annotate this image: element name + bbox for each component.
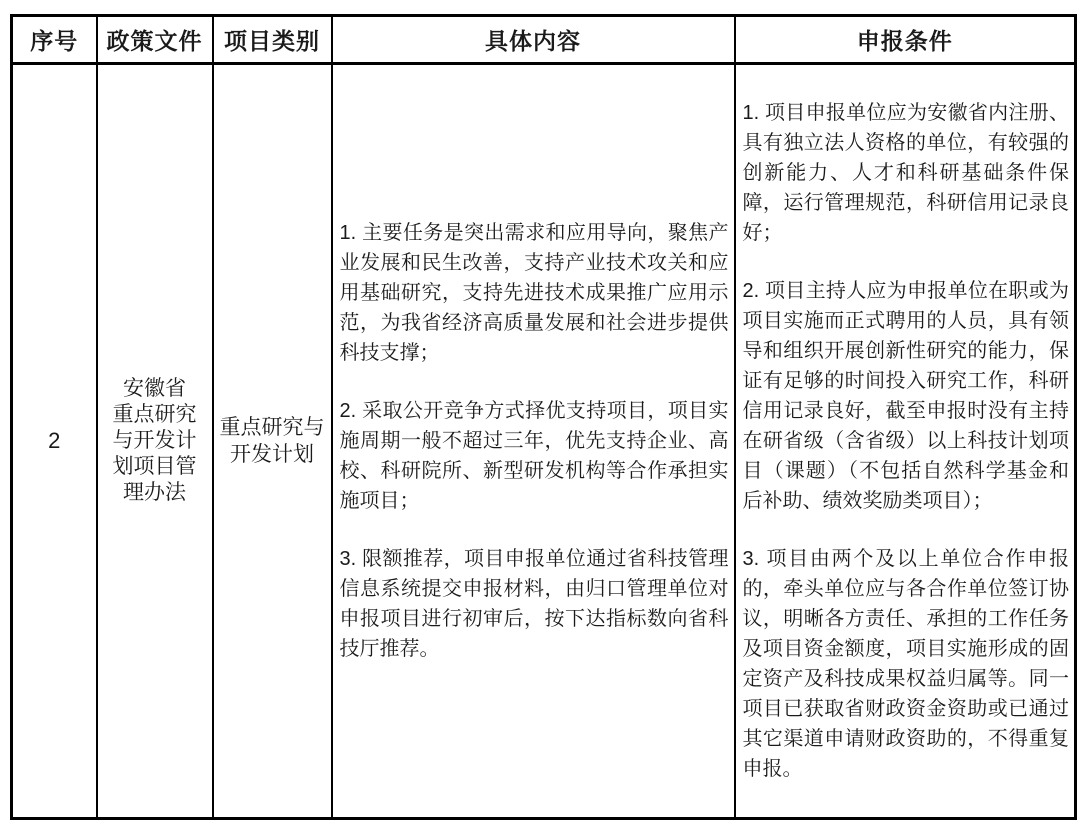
project-category-line: 重点研究与: [219, 416, 325, 439]
cell-policy-document: [97, 64, 213, 819]
cell-specific-content: [332, 64, 735, 819]
condition-paragraph-3: 3. 项目由两个及以上单位合作申报的，牵头单位应与各合作单位签订协议，明晰各方责任、承担的工作任务及项目资金额度，项目实施形成的固定资产及科技成果权益归属等。同一项目已获取省财政资金资助或已通过其它渠道申请财政资助的，不得重复申报。: [742, 548, 1069, 780]
content-paragraph-1: 1. 主要任务是突出需求和应用导向，聚焦产业发展和民生改善，支持产业技术攻关和应用基础研究，支持先进技术成果推广应用示范，为我省经济高质量发展和社会进步提供科技支撑；: [339, 222, 729, 364]
header-policy-document: 政策文件: [97, 16, 213, 64]
header-specific-content: 具体内容: [332, 16, 735, 64]
policy-document-line: 安徽省: [123, 377, 186, 400]
content-paragraph-2: 2. 采取公开竞争方式择优支持项目，项目实施周期一般不超过三年，优先支持企业、高校、科研院所、新型研发机构等合作承担实施项目；: [339, 400, 729, 512]
header-project-category: 项目类别: [213, 16, 332, 64]
condition-paragraph-1: 1. 项目申报单位应为安徽省内注册、具有独立法人资格的单位，有较强的创新能力、人才和科研基础条件保障，运行管理规范，科研信用记录良好；: [742, 102, 1069, 244]
policy-document-line: 与开发计: [112, 429, 197, 452]
policy-table: [10, 14, 1077, 820]
table-row: [12, 64, 1076, 819]
cell-application-conditions: [735, 64, 1076, 819]
header-application-conditions: 申报条件: [735, 16, 1076, 64]
policy-document-line: 重点研究: [112, 403, 197, 426]
project-category-line: 开发计划: [230, 443, 314, 466]
condition-paragraph-2: 2. 项目主持人应为申报单位在职或为项目实施而正式聘用的人员，具有领导和组织开展创新性研究的能力，保证有足够的时间投入研究工作，科研信用记录良好，截至申报时没有主持在研省级（含省级）以上科技计划项目（课题）（不包括自然科学基金和后补助、绩效奖励类项目）；: [742, 280, 1069, 512]
header-serial-number: 序号: [12, 16, 97, 64]
content-paragraph-3: 3. 限额推荐，项目申报单位通过省科技管理信息系统提交申报材料，由归口管理单位对申报项目进行初审后，按下达指标数向省科技厅推荐。: [339, 548, 729, 660]
header-row: [12, 16, 1076, 64]
cell-project-category: [213, 64, 332, 819]
policy-document-line: 划项目管: [112, 455, 197, 478]
cell-serial-number: 2: [12, 64, 97, 819]
policy-document-line: 理办法: [123, 481, 186, 504]
